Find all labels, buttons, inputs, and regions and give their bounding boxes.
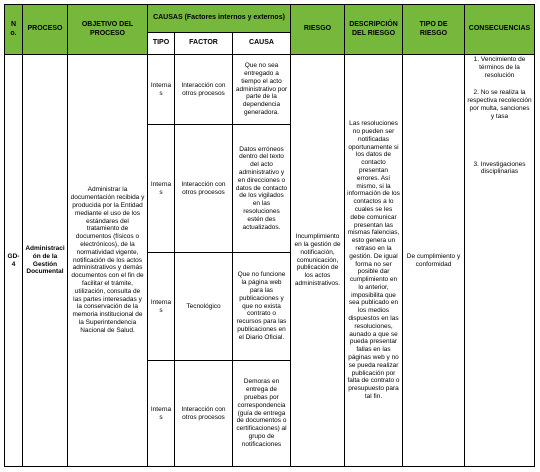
header-tipo-riesgo: TIPO DE RIESGO bbox=[403, 5, 465, 55]
consecuencia-3: 3. Investigaciones disciplinarias bbox=[473, 160, 526, 176]
row-riesgo-cell: Incumplimiento en la gestión de notificación, comunicación, publicación de los actos administrativos. bbox=[291, 55, 345, 467]
header-proceso: PROCESO bbox=[23, 5, 68, 55]
header-no: N o. bbox=[5, 5, 23, 55]
cause-2-causa: Datos erróneos dentro del texto del acto administrativo y en direcciones o datos de contacto de los vigilados en las resoluciones estén des actualizados. bbox=[233, 125, 291, 253]
cause-1-causa: Que no sea entregado a tiempo el acto administrativo por parte de la dependencia generadora. bbox=[233, 55, 291, 125]
cause-3-causa: Que no funcione la página web para las publicaciones y que no exista contrato o recursos para las publicaciones en el Diario Oficial. bbox=[233, 253, 291, 361]
risk-matrix bbox=[4, 4, 534, 466]
header-objetivo: OBJETIVO DEL PROCESO bbox=[68, 5, 148, 55]
subheader-tipo: TIPO bbox=[148, 33, 175, 55]
row-tipo-riesgo-cell: De cumplimiento y conformidad bbox=[403, 55, 465, 467]
cause-1-tipo: Internas bbox=[148, 55, 175, 125]
row-no-cell: GD-4 bbox=[5, 55, 23, 467]
header-causas: CAUSAS (Factores internos y externos) bbox=[148, 5, 291, 33]
cause-4-factor: Interacción con otros procesos bbox=[175, 361, 233, 467]
row-objetivo-cell: Administrar la documentación recibida y producida por la Entidad mediante el uso de los estándares del tratamiento de documentos (físicos o electrónicos), de la normatividad vigente, notificación de los actos administrativos y demás documentos con el fin de facilitar el trámite, utilización, consulta de las partes interesadas y la conservación de la memoria institucional de la Superintendencia Nacional de Salud. bbox=[68, 55, 148, 467]
row-proceso-cell: Administración de la Gestión Documental bbox=[23, 55, 68, 467]
cause-2-factor: Interacción con otros procesos bbox=[175, 125, 233, 253]
cause-3-factor: Tecnológico bbox=[175, 253, 233, 361]
cause-4-tipo: Internas bbox=[148, 361, 175, 467]
cause-4-causa: Demoras en entrega de pruebas por correspondencia (guía de entrega de documentos o certificaciones) al grupo de notificaciones bbox=[233, 361, 291, 467]
cause-3-tipo: Internas bbox=[148, 253, 175, 361]
row-consecuencias-cell bbox=[465, 55, 535, 467]
header-consecuencias: CONSECUENCIAS bbox=[465, 5, 535, 55]
consecuencia-2: 2. No se realiza la respectiva recolección por multa, sanciones y tasa bbox=[467, 89, 532, 120]
cause-1-factor: Interacción con otros procesos bbox=[175, 55, 233, 125]
row-descripcion-cell: Las resoluciones no pueden ser notificadas oportunamente si los datos de contacto presentan errores. Así mismo, si la información de los contactos a lo cuales se les debe comunicar presentan las mismas falencias, esto genera un retraso en la gestión. De igual forma no ser posible dar cumplimiento en lo anterior, imposibilita que sea publicado en los medios dispuestos en las resoluciones, aunado a que se pueda presentar fallas en las páginas web y no se pueda realizar publicación por falta de contrato o presupuesto para tal fin. bbox=[345, 55, 403, 467]
subheader-factor: FACTOR bbox=[175, 33, 233, 55]
header-descripcion: DESCRIPCIÓN DEL RIESGO bbox=[345, 5, 403, 55]
header-riesgo: RIESGO bbox=[291, 5, 345, 55]
risk-table bbox=[4, 4, 535, 467]
cause-2-tipo: Internas bbox=[148, 125, 175, 253]
subheader-causa: CAUSA bbox=[233, 33, 291, 55]
consecuencia-1: 1. Vencimiento de términos de la resolución bbox=[473, 56, 526, 79]
